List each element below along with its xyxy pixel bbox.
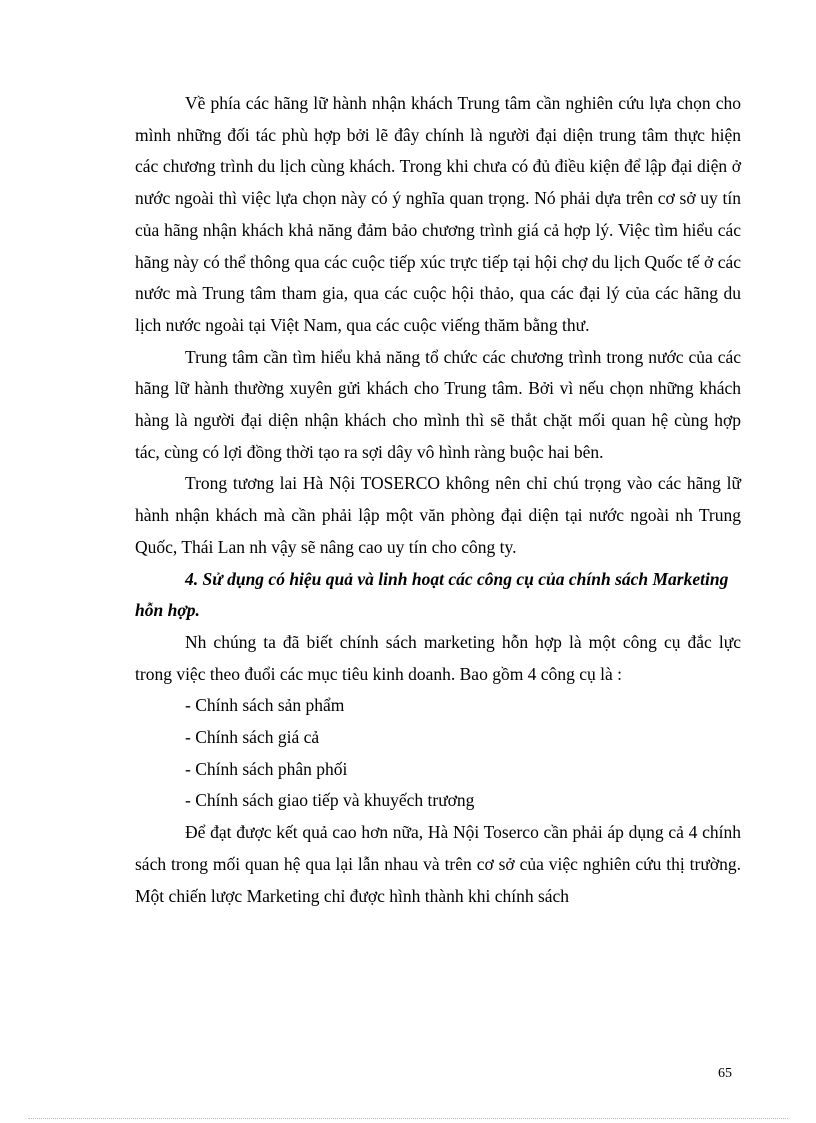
paragraph-partners: Về phía các hãng lữ hành nhận khách Trung tâm cần nghiên cứu lựa chọn cho mình những đối tác phù hợp bởi lẽ đây chính là người đại diện trung tâm thực hiện các chương trình du lịch cùng khách. Trong khi chưa có đủ điều kiện để lập đại diện ở nước ngoài thì việc lựa chọn này có ý nghĩa quan trọng. Nó phải dựa trên cơ sở uy tín của hãng nhận khách khả năng đảm bảo chương trình giá cả hợp lý. Việc tìm hiểu các hãng này có thể thông qua các cuộc tiếp xúc trực tiếp tại hội chợ du lịch Quốc tế ở các nước mà Trung tâm tham gia, qua các cuộc hội thảo, qua các đại lý của các hãng du lịch nước ngoài tại Việt Nam, qua các cuộc viếng thăm bằng thư. bbox=[135, 93, 741, 335]
paragraph-marketing-mix-intro: Nh chúng ta đã biết chính sách marketing hỗn hợp là một công cụ đắc lực trong việc theo đuổi các mục tiêu kinh doanh. Bao gồm 4 công cụ là : bbox=[135, 631, 741, 684]
list-item: - Chính sách sản phẩm bbox=[185, 695, 345, 716]
list-item: - Chính sách giá cả bbox=[185, 727, 320, 748]
list-item: - Chính sách phân phối bbox=[185, 758, 348, 779]
paragraph-domestic-programs: Trung tâm cần tìm hiểu khả năng tổ chức các chương trình trong nước của các hãng lữ hành thường xuyên gửi khách cho Trung tâm. Bởi vì nếu chọn những khách hàng là người đại diện nhận khách cho mình thì sẽ thắt chặt mối quan hệ cùng hợp tác, cùng có lợi đồng thời tạo ra sợi dây vô hình ràng buộc hai bên. bbox=[135, 346, 741, 462]
section-heading: 4. Sử dụng có hiệu quả và linh hoạt các công cụ của chính sách Marketing hỗn hợp. bbox=[135, 568, 729, 621]
list-item: - Chính sách giao tiếp và khuyếch trương bbox=[185, 790, 475, 811]
document-body bbox=[135, 88, 741, 912]
bullet-list bbox=[135, 690, 741, 817]
paragraph-representative-office: Trong tương lai Hà Nội TOSERCO không nên chỉ chú trọng vào các hãng lữ hành nhận khách mà cần phải lập một văn phòng đại diện tại nước ngoài nh Trung Quốc, Thái Lan nh vậy sẽ nâng cao uy tín cho công ty. bbox=[135, 473, 741, 557]
paragraph-closing: Để đạt được kết quả cao hơn nữa, Hà Nội Toserco cần phải áp dụng cả 4 chính sách trong mối quan hệ qua lại lẫn nhau và trên cơ sở của việc nghiên cứu thị trường. Một chiến lược Marketing chỉ được hình thành khi chính sách bbox=[135, 822, 741, 906]
page-number: 65 bbox=[718, 1066, 732, 1081]
footer-divider bbox=[28, 1118, 788, 1119]
